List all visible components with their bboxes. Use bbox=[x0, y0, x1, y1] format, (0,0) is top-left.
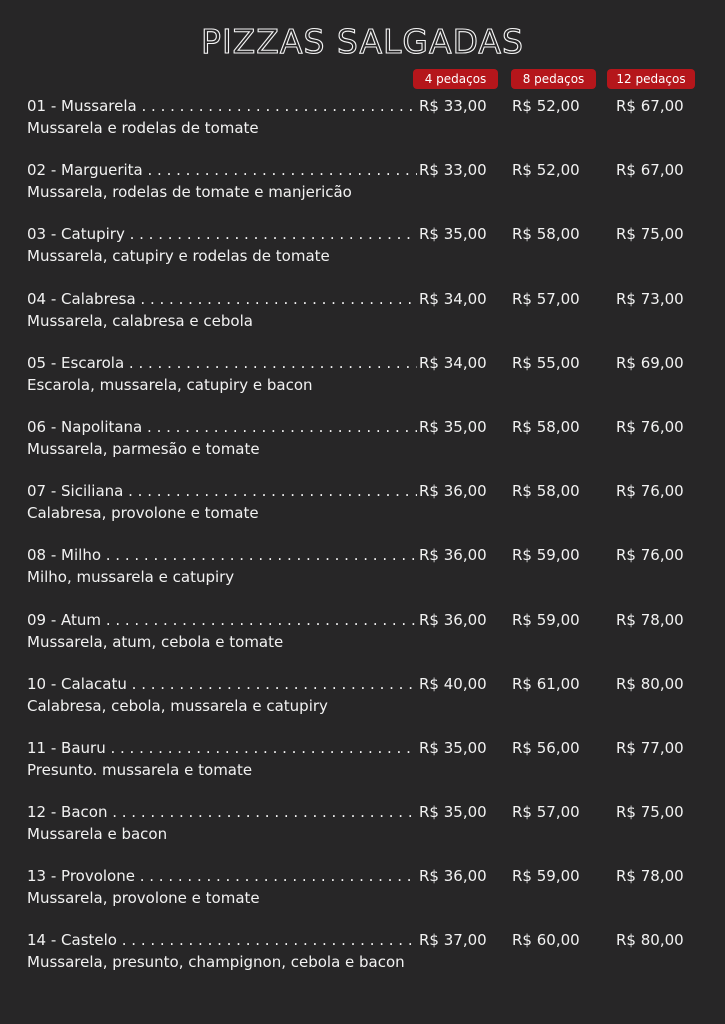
price-8: R$ 57,00 bbox=[512, 803, 580, 822]
price-8: R$ 52,00 bbox=[512, 97, 580, 115]
menu-item bbox=[27, 737, 697, 801]
item-name: 14 - Castelo . . . bbox=[27, 929, 417, 951]
price-8: R$ 60,00 bbox=[512, 931, 580, 950]
price-12: R$ 73,00 bbox=[616, 289, 684, 308]
item-name: 04 - Calabresa . . . bbox=[27, 288, 417, 310]
price-4: R$ 37,00 bbox=[419, 931, 487, 950]
menu-item bbox=[27, 352, 697, 416]
menu-item bbox=[27, 609, 697, 673]
item-name: 01 - Mussarela . . . bbox=[27, 95, 417, 117]
price-4: R$ 36,00 bbox=[419, 610, 487, 629]
price-8: R$ 52,00 bbox=[512, 161, 580, 180]
item-description: Presunto. mussarela e tomate bbox=[27, 760, 253, 779]
item-name: 11 - Bauru . . . bbox=[27, 737, 417, 759]
price-8: R$ 58,00 bbox=[512, 482, 580, 501]
menu-item bbox=[27, 929, 697, 993]
price-8: R$ 59,00 bbox=[512, 867, 580, 886]
menu-item bbox=[27, 544, 697, 608]
price-8: R$ 58,00 bbox=[512, 225, 580, 244]
price-12: R$ 75,00 bbox=[616, 803, 684, 822]
price-4: R$ 40,00 bbox=[419, 674, 487, 693]
price-12: R$ 78,00 bbox=[616, 610, 684, 629]
price-4: R$ 35,00 bbox=[419, 738, 487, 757]
item-description: Calabresa, provolone e tomate bbox=[27, 504, 259, 523]
price-12: R$ 67,00 bbox=[616, 161, 684, 180]
price-12: R$ 76,00 bbox=[616, 546, 684, 565]
price-12: R$ 69,00 bbox=[616, 353, 684, 372]
price-4: R$ 35,00 bbox=[419, 225, 487, 244]
item-description: Mussarela, rodelas de tomate e manjericão bbox=[27, 183, 352, 202]
price-4: R$ 35,00 bbox=[419, 417, 487, 436]
price-12: R$ 75,00 bbox=[616, 225, 684, 244]
price-8: R$ 59,00 bbox=[512, 546, 580, 565]
item-name: 07 - Siciliana . . . bbox=[27, 480, 417, 502]
item-name: 10 - Calacatu . . . bbox=[27, 673, 417, 695]
price-8: R$ 57,00 bbox=[512, 289, 580, 308]
price-12: R$ 77,00 bbox=[616, 738, 684, 757]
price-4: R$ 36,00 bbox=[419, 546, 487, 565]
size-badge-8: 8 pedaços bbox=[511, 69, 596, 89]
price-8: R$ 55,00 bbox=[512, 353, 580, 372]
price-4: R$ 36,00 bbox=[419, 867, 487, 886]
item-description: Mussarela, atum, cebola e tomate bbox=[27, 632, 284, 651]
item-name: 12 - Bacon . . . bbox=[27, 801, 417, 823]
item-name: 13 - Provolone . . . bbox=[27, 865, 417, 887]
item-description: Mussarela, parmesão e tomate bbox=[27, 439, 260, 458]
menu-item bbox=[27, 223, 697, 287]
item-name: 03 - Catupiry . . . bbox=[27, 223, 417, 245]
item-description: Calabresa, cebola, mussarela e catupiry bbox=[27, 696, 328, 715]
price-4: R$ 33,00 bbox=[419, 161, 487, 180]
item-description: Escarola, mussarela, catupiry e bacon bbox=[27, 375, 313, 394]
item-description: Mussarela e bacon bbox=[27, 825, 168, 844]
item-description: Mussarela, provolone e tomate bbox=[27, 889, 260, 908]
size-badge-12: 12 pedaços bbox=[607, 69, 695, 89]
price-4: R$ 34,00 bbox=[419, 289, 487, 308]
price-12: R$ 78,00 bbox=[616, 867, 684, 886]
size-badge-4: 4 pedaços bbox=[413, 69, 498, 89]
item-name: 02 - Marguerita . . . bbox=[27, 159, 417, 181]
price-8: R$ 61,00 bbox=[512, 674, 580, 693]
menu-item bbox=[27, 865, 697, 929]
menu-list bbox=[27, 95, 697, 994]
page-title: PIZZAS SALGADAS bbox=[201, 22, 524, 61]
item-name: 08 - Milho . . . bbox=[27, 544, 417, 566]
item-name: 05 - Escarola . . . bbox=[27, 352, 417, 374]
price-4: R$ 33,00 bbox=[419, 97, 487, 115]
item-description: Mussarela, catupiry e rodelas de tomate bbox=[27, 247, 330, 266]
price-8: R$ 56,00 bbox=[512, 738, 580, 757]
menu-item bbox=[27, 673, 697, 737]
menu-item bbox=[27, 159, 697, 223]
menu-item bbox=[27, 480, 697, 544]
price-12: R$ 80,00 bbox=[616, 674, 684, 693]
item-name: 09 - Atum . . . bbox=[27, 609, 417, 631]
price-4: R$ 34,00 bbox=[419, 353, 487, 372]
menu-item bbox=[27, 288, 697, 352]
price-8: R$ 59,00 bbox=[512, 610, 580, 629]
price-12: R$ 76,00 bbox=[616, 482, 684, 501]
menu-item bbox=[27, 801, 697, 865]
item-description: Mussarela, calabresa e cebola bbox=[27, 311, 253, 330]
item-name: 06 - Napolitana . . . bbox=[27, 416, 417, 438]
price-12: R$ 76,00 bbox=[616, 417, 684, 436]
menu-item bbox=[27, 416, 697, 480]
price-12: R$ 67,00 bbox=[616, 97, 684, 115]
item-description: Mussarela, presunto, champignon, cebola e bacon bbox=[27, 953, 405, 972]
price-4: R$ 36,00 bbox=[419, 482, 487, 501]
item-description: Milho, mussarela e catupiry bbox=[27, 568, 235, 587]
item-description: Mussarela e rodelas de tomate bbox=[27, 119, 259, 137]
menu-item bbox=[27, 95, 697, 159]
price-8: R$ 58,00 bbox=[512, 417, 580, 436]
price-12: R$ 80,00 bbox=[616, 931, 684, 950]
price-4: R$ 35,00 bbox=[419, 803, 487, 822]
